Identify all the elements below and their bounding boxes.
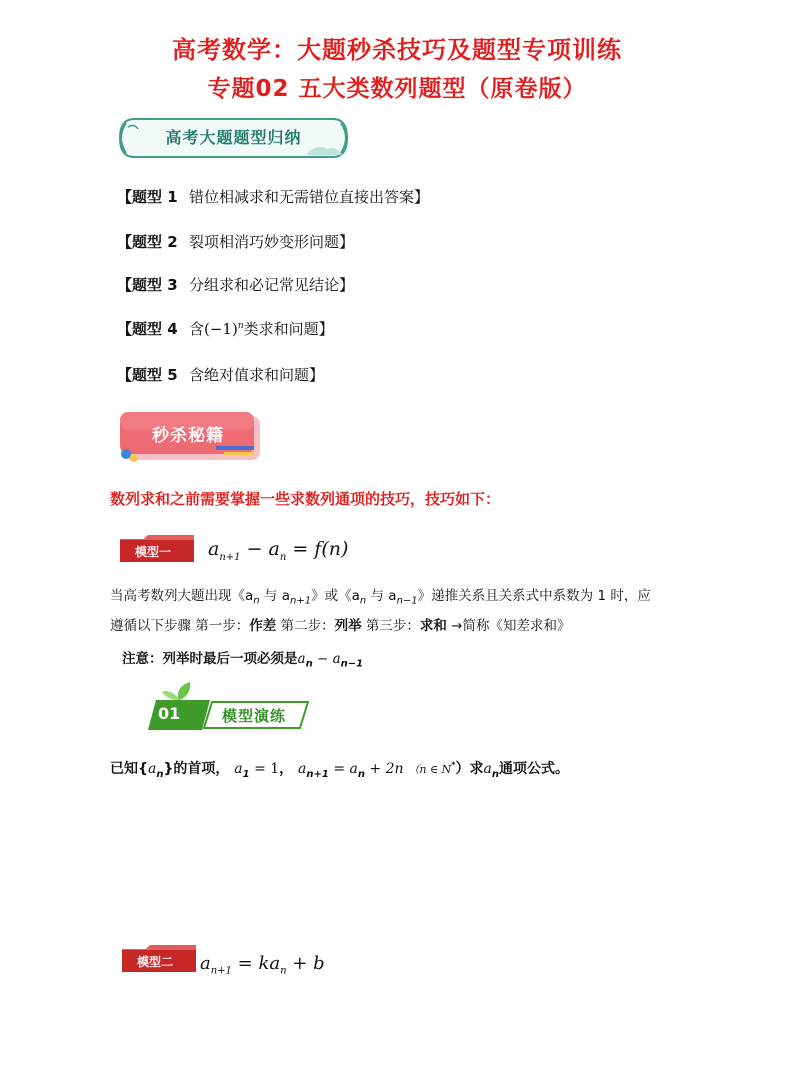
practice-question: 已知$\{a_n\}$的首项， $a_1 = 1$， $a_{n+1} = a_n + 2n$ （n ∈ N*）求$a_n$通项公式。 [110,760,569,780]
model1-tag [118,534,196,564]
question-type-text: 含$(-1)^n$类求和问题】 [189,320,334,338]
question-type-2 [117,231,354,252]
section-banner [116,115,351,161]
question-type-1 [117,186,429,207]
question-type-4 [117,318,334,339]
practice-banner [148,680,313,732]
question-type-text: 错位相减求和无需错位直接出答案】 [189,188,430,206]
document-title: 高考数学：大题秒杀技巧及题型专项训练 [172,36,622,64]
document-subtitle: 专题02 五大类数列题型（原卷版） [207,76,587,102]
model2-formula: $a_{n+1} = ka_n + b$ [200,953,325,977]
question-type-label: 【题型 2 [117,233,178,251]
model1-tag-label: 模型一 [135,545,172,559]
question-type-text: 裂项相消巧妙变形问题】 [189,233,355,251]
practice-banner-number: 01 [158,704,181,723]
question-type-5 [117,364,324,385]
question-type-3 [117,274,354,295]
section-banner-label: 高考大题题型归纳 [165,128,302,147]
model1-description-line2: 遵循以下步骤 第一步：作差 第二步：列举 第三步：求和 →简称《知差求和》 [110,617,571,634]
question-type-label: 【题型 4 [117,320,178,338]
model1-description [110,584,700,639]
tips-banner [118,410,264,465]
model1-formula: $a_{n+1} - a_n = f(n)$ [208,538,349,563]
question-type-text: 分组求和必记常见结论】 [189,276,355,294]
model1-description-line1: 当高考数列大题出现《$a_n$ 与 $a_{n+1}$》或《$a_n$ 与 $a_{n-1}$》递推关系且关系式中系数为 1 时，应 [110,588,651,607]
model2-tag [120,944,198,974]
model2-tag-label: 模型二 [137,955,174,969]
practice-banner-label: 模型演练 [222,707,287,725]
intro-line: 数列求和之前需要掌握一些求数列通项的技巧，技巧如下： [110,490,501,508]
model1-note: 注意：列举时最后一项必须是$a_n - a_{n-1}$ [122,651,364,670]
question-type-label: 【题型 5 [117,366,178,384]
question-type-label: 【题型 3 [117,276,178,294]
tips-banner-label: 秒杀秘籍 [152,426,224,446]
question-type-text: 含绝对值求和问题】 [189,366,325,384]
question-type-label: 【题型 1 [117,188,178,206]
